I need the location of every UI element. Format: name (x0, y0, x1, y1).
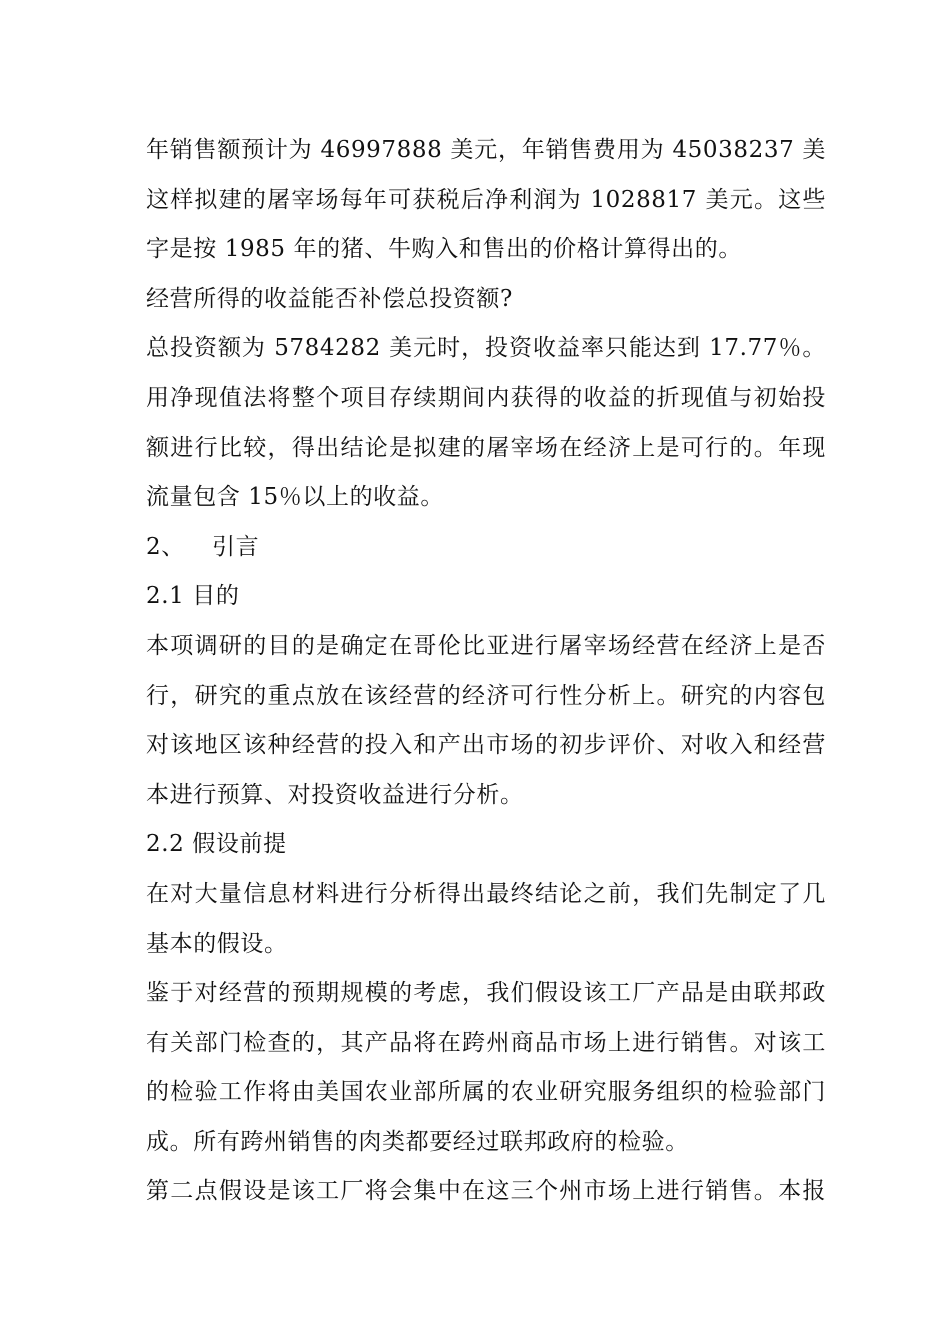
question-line: 经营所得的收益能否补偿总投资额? (146, 285, 513, 312)
paragraph-line: 有关部门检查的，其产品将在跨州商品市场上进行销售。对该工 (146, 1029, 826, 1056)
document-body (146, 126, 826, 1217)
paragraph-line: 字是按 1985 年的猪、牛购入和售出的价格计算得出的。 (146, 236, 742, 263)
paragraph-line: 成。所有跨州销售的肉类都要经过联邦政府的检验。 (146, 1128, 689, 1155)
paragraph-line: 年销售额预计为 46997888 美元，年销售费用为 45038237 美 (146, 137, 826, 163)
paragraph-line: 第二点假设是该工厂将会集中在这三个州市场上进行销售。本报 (146, 1178, 826, 1205)
paragraph-line: 这样拟建的屠宰场每年可获税后净利润为 1028817 美元。这些 (146, 186, 826, 213)
paragraph-line: 鉴于对经营的预期规模的考虑，我们假设该工厂产品是由联邦政 (146, 980, 826, 1007)
paragraph-line: 额进行比较，得出结论是拟建的屠宰场在经济上是可行的。年现 (146, 434, 826, 461)
paragraph-line: 在对大量信息材料进行分析得出最终结论之前，我们先制定了几 (146, 880, 826, 907)
section-heading-number: 2、 (146, 533, 185, 560)
subsection-heading: 2.2 假设前提 (146, 831, 287, 858)
paragraph-line: 本项调研的目的是确定在哥伦比亚进行屠宰场经营在经济上是否 (146, 632, 826, 659)
paragraph-line: 用净现值法将整个项目存续期间内获得的收益的折现值与初始投 (146, 384, 826, 411)
paragraph-line: 行，研究的重点放在该经营的经济可行性分析上。研究的内容包 (146, 682, 826, 709)
paragraph-line: 本进行预算、对投资收益进行分析。 (146, 781, 524, 808)
section-heading-title: 引言 (212, 533, 260, 560)
paragraph-line: 流量包含 15％以上的收益。 (146, 484, 444, 511)
paragraph-line: 的检验工作将由美国农业部所属的农业研究服务组织的检验部门 (146, 1079, 826, 1106)
subsection-heading: 2.1 目的 (146, 583, 240, 610)
paragraph-line: 对该地区该种经营的投入和产出市场的初步评价、对收入和经营 (146, 732, 826, 759)
paragraph-line: 基本的假设。 (146, 930, 288, 957)
paragraph-line: 总投资额为 5784282 美元时，投资收益率只能达到 17.77％。 (146, 335, 826, 362)
section-heading (146, 523, 826, 573)
